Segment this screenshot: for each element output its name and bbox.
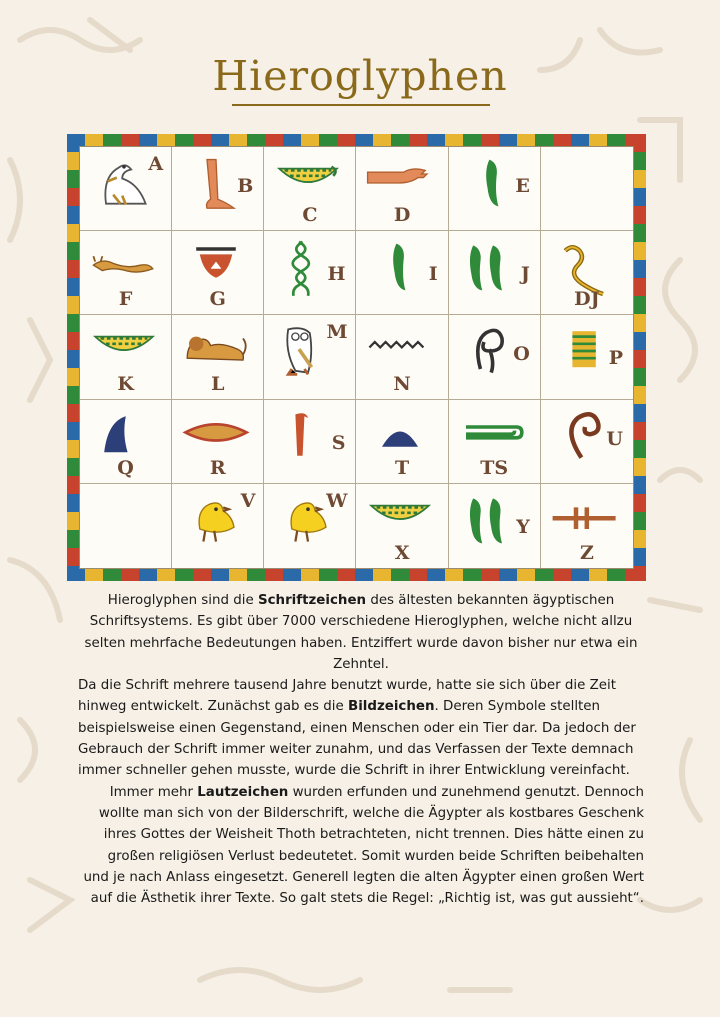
glyph-letter: O <box>513 343 530 366</box>
hieroglyph-table-frame <box>67 134 646 581</box>
glyph-letter: Q <box>117 456 134 479</box>
glyph-cell-n <box>356 315 448 399</box>
glyph-letter: V <box>240 489 256 512</box>
glyph-letter: TS <box>480 456 509 479</box>
basket-icon <box>364 490 436 550</box>
text-span: Da die Schrift mehrere tausend Jahre benutzt wurde, hatte sie sich über die Zeit hinweg entwickelt. Zunächst gab es die <box>78 678 616 715</box>
page-title: Hieroglyphen <box>212 52 508 100</box>
glyph-cell-q <box>80 400 172 484</box>
glyph-cell-c <box>264 147 356 231</box>
glyph-letter: D <box>393 204 411 227</box>
double-reed-icon <box>457 237 529 297</box>
glyph-cell-l <box>172 315 264 399</box>
glyph-letter: P <box>608 347 623 370</box>
door-bolt-icon <box>549 490 621 550</box>
glyph-letter: A <box>148 153 164 175</box>
glyph-letter: B <box>237 175 254 197</box>
title-underline <box>232 104 490 106</box>
glyph-letter: F <box>118 288 133 311</box>
paragraph-2 <box>78 675 644 781</box>
glyph-letter: M <box>326 321 348 344</box>
glyph-cell-dj <box>541 231 633 315</box>
glyph-letter: U <box>606 427 623 450</box>
glyph-letter: H <box>327 263 346 286</box>
glyph-cell-u <box>541 400 633 484</box>
glyph-letter: G <box>209 288 226 311</box>
glyph-cell-empty <box>80 484 172 568</box>
bold-term-schriftzeichen: Schriftzeichen <box>257 593 367 608</box>
glyph-letter: L <box>211 372 225 395</box>
text-span: des ältesten bekannten ägyptischen Schriftsystems. Es gibt über 7000 verschiedene Hieroglyphen, welche nicht allzu selten mehrfache Bedeutungen haben. Entziffert wurde davon bisher nur etwa ein Zehntel. <box>84 593 638 672</box>
glyph-cell-m <box>264 315 356 399</box>
glyph-cell-x <box>356 484 448 568</box>
glyph-letter: N <box>393 372 411 395</box>
glyph-letter: I <box>428 263 438 286</box>
glyph-cell-z <box>541 484 633 568</box>
glyph-cell-w <box>264 484 356 568</box>
glyph-cell-y <box>449 484 541 568</box>
glyph-cell-h <box>264 231 356 315</box>
paragraph-1 <box>78 590 644 675</box>
glyph-cell-j <box>449 231 541 315</box>
glyph-cell-f <box>80 231 172 315</box>
glyph-letter: C <box>302 204 318 227</box>
glyph-letter: T <box>395 456 410 479</box>
text-span: wurden erfunden und zunehmend genutzt. Dennoch wollte man sich von der Bilderschrift, welche die Ägypter als kostbares Geschenk ihres Gottes der Weisheit Thoth betrachteten, nicht trennen. Dies hätte einen zu großen religiösen Verlust bedeutetet. Somit wurden beide Schriften beibehalten und je nach Anlass eingesetzt. Generell legten die alten Ägypter einen großen Wert auf die Ästhetik ihrer Texte. So galt stets die Regel: „Richtig ist, was gut aussieht“. <box>83 784 644 907</box>
glyph-cell-empty <box>541 147 633 231</box>
glyph-cell-r <box>172 400 264 484</box>
text-span: Hieroglyphen sind die <box>107 593 258 608</box>
glyph-letter: J <box>520 263 530 286</box>
glyph-cell-o <box>449 315 541 399</box>
glyph-letter: X <box>394 541 410 564</box>
glyph-letter: K <box>117 372 134 395</box>
glyph-letter: Y <box>516 515 530 538</box>
glyph-cell-e <box>449 147 541 231</box>
glyph-cell-t <box>356 400 448 484</box>
glyph-cell-b <box>172 147 264 231</box>
glyph-cell-v <box>172 484 264 568</box>
glyph-cell-g <box>172 231 264 315</box>
glyph-letter: S <box>331 431 346 454</box>
bold-term-bildzeichen: Bildzeichen <box>347 699 435 715</box>
hieroglyph-alphabet-grid <box>79 146 634 569</box>
glyph-cell-d <box>356 147 448 231</box>
text-span: Immer mehr <box>109 784 198 800</box>
text-span: . Deren Symbole stellten beispielsweise einen Gegenstand, einen Menschen oder ein Tier dar. Da jedoch der Gebrauch der Schrift immer weiter zunahm, und das Verfassen der Texte demnach immer schneller gehen musste, wurde die Schrift in ihrer Entwicklung vereinfacht. <box>78 699 636 779</box>
glyph-cell-p <box>541 315 633 399</box>
glyph-cell-s <box>264 400 356 484</box>
paragraph-3 <box>78 782 644 910</box>
glyph-letter: E <box>515 175 530 197</box>
glyph-cell-i <box>356 231 448 315</box>
glyph-cell-ts <box>449 400 541 484</box>
glyph-letter: DJ <box>574 288 600 311</box>
glyph-cell-k <box>80 315 172 399</box>
glyph-letter: R <box>209 456 226 479</box>
bold-term-lautzeichen: Lautzeichen <box>197 784 289 800</box>
glyph-letter: Z <box>579 541 594 564</box>
article-text <box>78 590 644 909</box>
reed-leaf-icon <box>364 237 436 297</box>
glyph-letter: W <box>326 489 348 512</box>
glyph-cell-a <box>80 147 172 231</box>
